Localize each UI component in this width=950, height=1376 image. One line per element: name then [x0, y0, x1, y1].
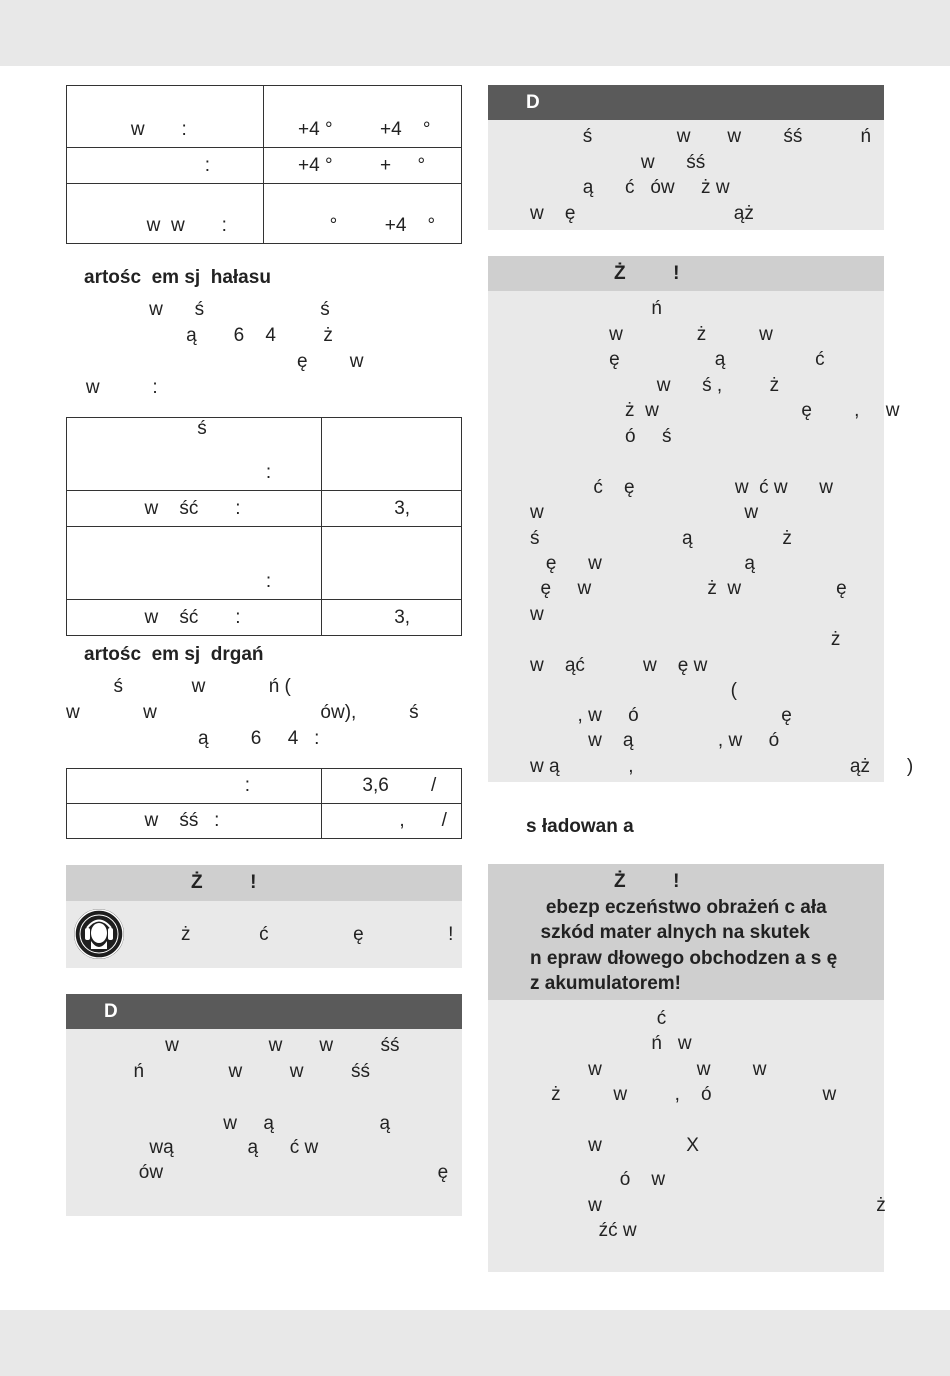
noise-heading: artośc em sj hałasu	[84, 267, 271, 288]
note-header	[488, 85, 884, 120]
warning-subtitle: szkód mater alnych na skutek	[530, 922, 810, 943]
warning-line: ś ą ż	[530, 528, 792, 549]
warning-panel	[488, 1000, 884, 1272]
note-line: ń w w śś	[86, 1061, 370, 1082]
warning-line: ę w ż w ę	[530, 578, 847, 599]
note-header	[66, 994, 462, 1029]
table-cell: 3,6 /	[322, 769, 462, 804]
warning-line: w ą , ąż )	[530, 756, 914, 777]
table-cell: 3,	[322, 600, 462, 636]
warning-panel	[66, 901, 462, 968]
noise-line: w ś ś	[70, 299, 330, 320]
warning-line: ę ą ć	[530, 349, 825, 370]
warning-line: ć ę w ć w w	[530, 477, 833, 498]
noise-table	[66, 417, 462, 636]
warning-title: Ż !	[191, 872, 257, 893]
warning-line: ż	[530, 629, 841, 650]
noise-line: ę w	[70, 351, 364, 372]
warning-subtitle: z akumulatorem!	[530, 973, 681, 994]
table-cell: +4 ° + °	[264, 148, 462, 184]
warning-header	[66, 865, 462, 901]
warning-subtitle: n epraw dłowego obchodzen a s ę	[530, 948, 838, 969]
table-cell	[322, 418, 462, 491]
warning-panel	[488, 291, 914, 782]
note-panel	[66, 1029, 462, 1216]
vibration-table	[66, 768, 462, 839]
note-title: D	[526, 92, 540, 113]
warning-line: ć	[530, 1008, 667, 1029]
warning-line: ż w ę , w	[530, 400, 900, 421]
warning-line: w w	[530, 502, 759, 523]
vibration-heading: artośc em sj drgań	[84, 644, 264, 665]
warning-subtitle: ebezp eczeństwo obrażeń c ała	[530, 897, 827, 918]
warning-line: w w w	[530, 1059, 767, 1080]
note-title: D	[104, 1001, 118, 1022]
warning-line: ń	[530, 298, 662, 319]
table-cell: 3,	[322, 491, 462, 527]
warning-text: ż ć ę !	[181, 924, 454, 945]
warning-line: ę w ą	[530, 553, 755, 574]
warning-line: w ś , ż	[530, 375, 780, 396]
warning-header	[488, 864, 884, 1000]
noise-line: w :	[70, 377, 158, 398]
charging-heading: s ładowan a	[526, 816, 634, 837]
note-line: w ą ą	[86, 1113, 391, 1134]
vibration-line: ś w ń (	[66, 676, 291, 697]
table-cell: w :	[67, 86, 264, 148]
table-cell: :	[67, 148, 264, 184]
warning-line: w X	[530, 1135, 699, 1156]
hearing-protection-icon	[74, 909, 124, 959]
warning-line: ż w , ó w	[530, 1084, 837, 1105]
warning-title: Ż !	[614, 871, 680, 892]
table-cell: w w :	[67, 184, 264, 244]
temperature-table	[66, 85, 462, 244]
warning-line: (	[530, 680, 737, 701]
warning-line: źć w	[530, 1220, 637, 1241]
warning-line: , w ó ę	[530, 705, 792, 726]
vibration-line: ą 6 4 :	[66, 728, 320, 749]
warning-line: ó w	[530, 1169, 666, 1190]
top-band	[0, 0, 950, 66]
table-cell: w ść :	[67, 491, 322, 527]
note-line: ów ę	[86, 1162, 449, 1183]
table-cell: ° +4 °	[264, 184, 462, 244]
note-line: wą ą ć w	[86, 1137, 319, 1158]
table-cell: +4 ° +4 °	[264, 86, 462, 148]
note-line: w w w śś	[86, 1035, 400, 1056]
noise-line: ą 6 4 ż	[70, 325, 333, 346]
note-panel	[488, 120, 884, 230]
table-cell: :	[67, 527, 322, 600]
note-line: w śś	[530, 152, 706, 173]
table-cell: :	[67, 769, 322, 804]
table-cell: w śś :	[67, 804, 322, 839]
warning-line: w ą , w ó	[530, 730, 780, 751]
note-line: ą ć ów ż w	[530, 177, 730, 198]
table-cell: w ść :	[67, 600, 322, 636]
warning-title: Ż !	[614, 263, 680, 284]
warning-line: ó ś	[530, 426, 672, 447]
vibration-line: w w ów), ś	[66, 702, 419, 723]
warning-line: w ąć w ę w	[530, 655, 708, 676]
warning-line: w ż w	[530, 324, 773, 345]
warning-line: ń w	[530, 1033, 692, 1054]
note-line: w ę ąż	[530, 203, 754, 224]
table-cell: , /	[322, 804, 462, 839]
bottom-band	[0, 1310, 950, 1376]
table-cell	[322, 527, 462, 600]
warning-line: w	[530, 604, 544, 625]
warning-line: w ż	[530, 1195, 886, 1216]
table-cell: ś :	[67, 418, 322, 491]
note-line: ś w w śś ń	[530, 126, 872, 147]
warning-header	[488, 256, 884, 291]
